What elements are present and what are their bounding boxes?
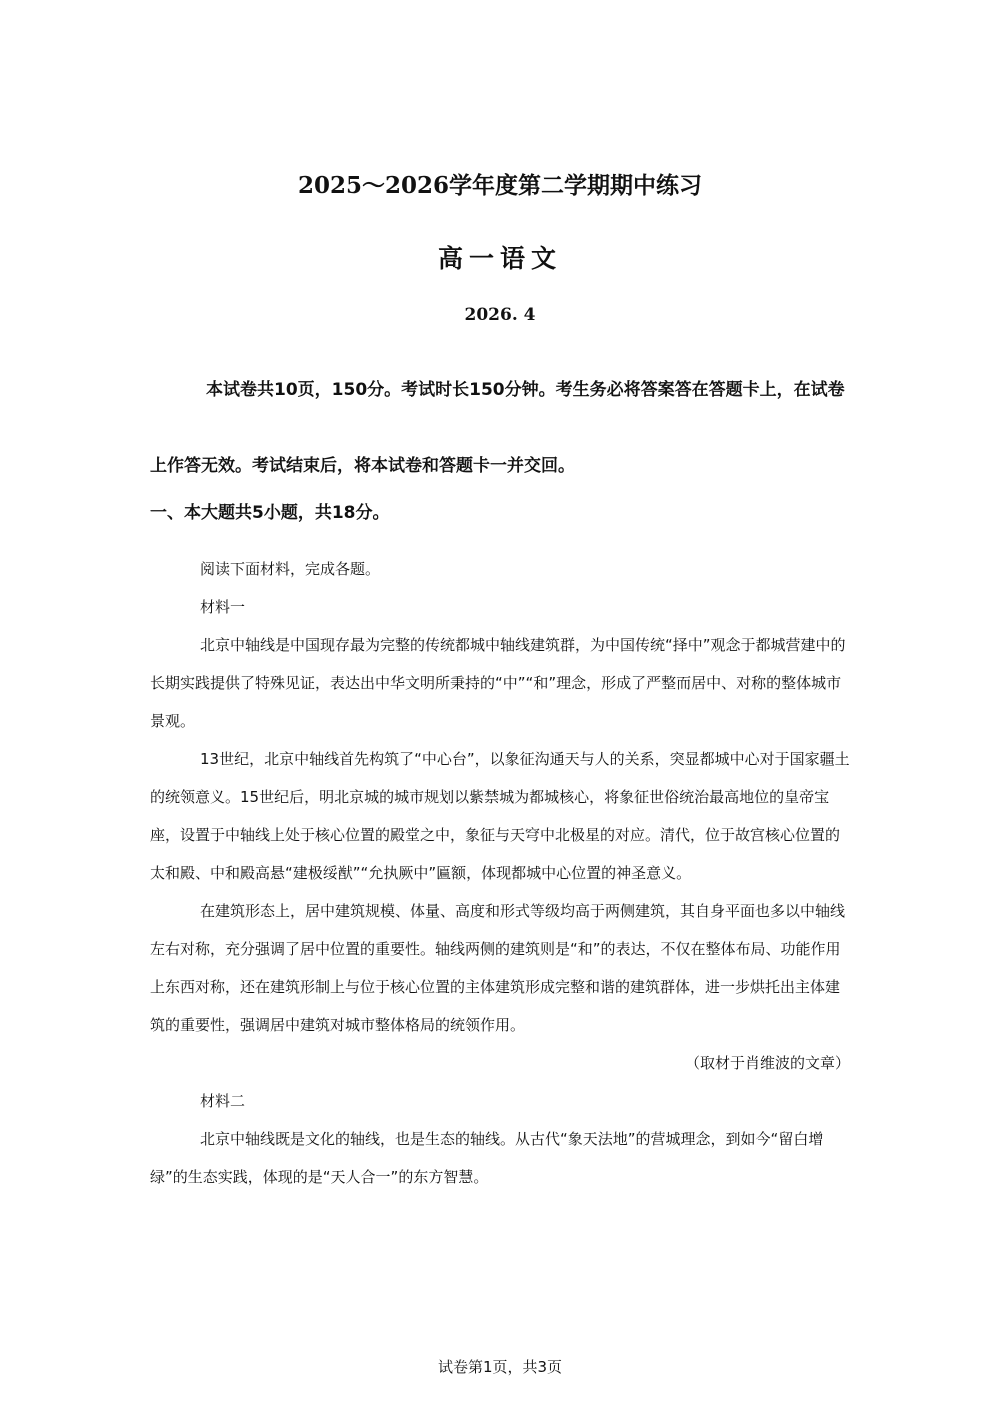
reading-material [150,550,850,1196]
material-paragraph: 北京中轴线既是文化的轴线，也是生态的轴线。从古代“象天法地”的营城理念，到如今“留白增绿”的生态实践，体现的是“天人合一”的东方智慧。 [150,1130,824,1186]
section-heading: 一、本大题共5小题，共18分。 [150,503,390,523]
exam-date: 2026. 4 [464,305,536,325]
material-label: 材料二 [200,1092,246,1110]
subject-heading: 高一语文 [437,244,562,273]
reading-prompt: 阅读下面材料，完成各题。 [200,560,381,578]
exam-instructions: 本试卷共10页，150分。考试时长150分钟。考生务必将答案答在答题卡上，在试卷上作答无效。考试结束后，将本试卷和答题卡一并交回。 [150,380,845,476]
page-footer: 试卷第1页，共3页 [437,1358,563,1376]
exam-title: 2025～2026学年度第二学期期中练习 [297,172,703,199]
material-label: 材料一 [200,598,246,616]
material-paragraph: 13世纪，北京中轴线首先构筑了“中心台”，以象征沟通天与人的关系，突显都城中心对于国家疆土的统领意义。15世纪后，明北京城的城市规划以紫禁城为都城核心，将象征世俗统治最高地位的皇帝宝座，设置于中轴线上处于核心位置的殿堂之中，象征与天穹中北极星的对应。清代，位于故宫核心位置的太和殿、中和殿高悬“建极绥猷”“允执厥中”匾额，体现都城中心位置的神圣意义。 [150,750,850,882]
source-note: （取材于肖维波的文章） [684,1054,850,1072]
material-paragraph: 北京中轴线是中国现存最为完整的传统都城中轴线建筑群，为中国传统“择中”观念于都城营建中的长期实践提供了特殊见证，表达出中华文明所秉持的“中”“和”理念，形成了严整而居中、对称的整体城市景观。 [150,636,846,730]
material-paragraph: 在建筑形态上，居中建筑规模、体量、高度和形式等级均高于两侧建筑，其自身平面也多以中轴线左右对称，充分强调了居中位置的重要性。轴线两侧的建筑则是“和”的表达，不仅在整体布局、功能作用上东西对称，还在建筑形制上与位于核心位置的主体建筑形成完整和谐的建筑群体，进一步烘托出主体建筑的重要性，强调居中建筑对城市整体格局的统领作用。 [150,902,846,1034]
